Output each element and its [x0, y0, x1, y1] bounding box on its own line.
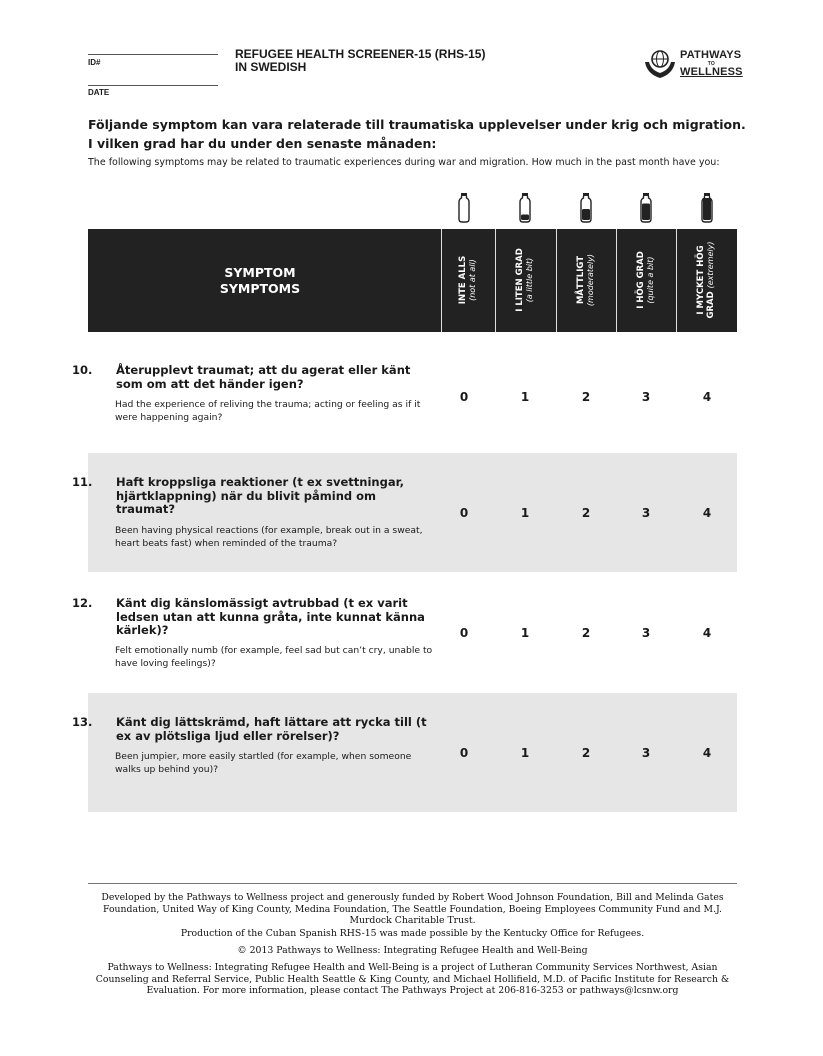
score-option-q11-3[interactable]: 3	[641, 506, 651, 520]
column-header-sv2	[706, 230, 716, 330]
question-text-sv	[72, 475, 439, 517]
form-title-line2: IN SWEDISH	[235, 60, 307, 74]
logo-line1: PATHWAYS	[680, 49, 742, 61]
intro-sv-line2: I vilken grad har du under den senaste månaden:	[88, 136, 437, 151]
score-option-q10-1[interactable]: 1	[520, 390, 530, 404]
score-option-q13-3[interactable]: 3	[641, 746, 651, 760]
footer-divider	[88, 883, 737, 884]
column-header-en: (a little bit)	[525, 257, 534, 303]
symptom-header-en: SYMPTOMS	[219, 281, 301, 296]
score-option-q11-1[interactable]: 1	[520, 506, 530, 520]
symptom-header-sv: SYMPTOM	[224, 265, 296, 280]
score-option-q13-2[interactable]: 2	[581, 746, 591, 760]
form-title-line1: REFUGEE HEALTH SCREENER-15 (RHS-15)	[235, 47, 486, 61]
question-sv: Återupplevt traumat; att du agerat eller känt som om att det händer igen?	[116, 363, 411, 391]
logo-to: TO	[707, 61, 715, 67]
form-title	[235, 48, 485, 74]
score-option-q11-0[interactable]: 0	[459, 506, 469, 520]
question-text-en: Had the experience of reliving the trauma; acting or feeling as if it were happening again?	[115, 399, 421, 423]
date-line	[88, 85, 218, 86]
column-header-1	[515, 235, 535, 325]
question-number: 11.	[72, 475, 93, 489]
question-text-en: Felt emotionally numb (for example, feel sad but can’t cry, unable to have loving feelings)?	[115, 645, 433, 669]
column-divider	[556, 229, 557, 332]
id-label: ID#	[88, 58, 101, 67]
column-header-en: (not at all)	[468, 259, 477, 301]
jar-icon	[640, 193, 652, 223]
column-header-sv	[696, 230, 706, 330]
footer-credits: Developed by the Pathways to Wellness project and generously funded by Robert Wood Johnson Foundation, Bill and Melinda Gates Foundation, United Way of King County, Medina Foundation, The Seattle Foundation, Boeing Employees Community Fund and M.J. Murdock Charitable Trust.	[101, 892, 724, 926]
logo-line2: WELLNESS	[680, 66, 743, 78]
question-text-sv	[72, 363, 439, 391]
jar-icon	[519, 193, 531, 223]
score-option-q11-4[interactable]: 4	[702, 506, 712, 520]
score-option-q10-4[interactable]: 4	[702, 390, 712, 404]
score-option-q12-1[interactable]: 1	[520, 626, 530, 640]
score-option-q10-0[interactable]: 0	[459, 390, 469, 404]
column-header-en: (moderately)	[586, 253, 595, 307]
score-option-q10-3[interactable]: 3	[641, 390, 651, 404]
pathways-logo-icon	[643, 48, 677, 80]
column-header-0	[458, 235, 478, 325]
column-header-sv-part2: GRAD	[706, 291, 716, 319]
question-text-sv	[72, 596, 439, 638]
score-option-q12-0[interactable]: 0	[459, 626, 469, 640]
question-text-en: Been jumpier, more easily startled (for example, when someone walks up behind you)?	[115, 751, 412, 775]
column-header-en: (extremely)	[706, 241, 715, 289]
column-divider	[495, 229, 496, 332]
question-text-sv	[72, 715, 439, 743]
intro-en-line: The following symptoms may be related to traumatic experiences during war and migration. How much in the past month have you:	[88, 157, 720, 168]
column-divider	[676, 229, 677, 332]
question-number: 13.	[72, 715, 93, 729]
column-header-sv: I LITEN GRAD	[515, 248, 525, 312]
question-sv: Känt dig lättskrämd, haft lättare att rycka till (t ex av plötsliga ljud eller rörelser)?	[116, 715, 427, 743]
logo-wordmark	[680, 50, 743, 78]
score-option-q10-2[interactable]: 2	[581, 390, 591, 404]
symptom-header	[160, 265, 360, 297]
question-sv: Känt dig känslomässigt avtrubbad (t ex varit ledsen utan att kunna gråta, inte kunnat känna kärlek)?	[116, 596, 425, 637]
jar-icon	[580, 193, 592, 223]
score-option-q12-4[interactable]: 4	[702, 626, 712, 640]
score-option-q11-2[interactable]: 2	[581, 506, 591, 520]
column-header-3	[636, 235, 656, 325]
column-header-sv-part1: I MYCKET HÖG	[696, 245, 706, 315]
column-header-en: (quite a bit)	[646, 256, 655, 304]
question-number: 12.	[72, 596, 93, 610]
question-number: 10.	[72, 363, 93, 377]
column-header-2	[576, 235, 596, 325]
footer-production: Production of the Cuban Spanish RHS-15 was made possible by the Kentucky Office for Refugees.	[180, 928, 645, 939]
question-sv: Haft kroppsliga reaktioner (t ex svettningar, hjärtklappning) när du blivit påmind om traumat?	[116, 475, 404, 516]
jar-icon	[458, 193, 470, 223]
score-option-q12-3[interactable]: 3	[641, 626, 651, 640]
column-header-sv: INTE ALLS	[458, 255, 468, 305]
date-label: DATE	[88, 88, 110, 97]
score-option-q13-1[interactable]: 1	[520, 746, 530, 760]
column-header-sv: MÅTTLIGT	[576, 255, 586, 305]
score-option-q13-0[interactable]: 0	[459, 746, 469, 760]
column-divider	[441, 229, 442, 332]
question-text-en: Been having physical reactions (for example, break out in a sweat, heart beats fast) when reminded of the trauma?	[115, 525, 423, 549]
id-line	[88, 54, 218, 55]
intro-sv-line1: Följande symptom kan vara relaterade till traumatiska upplevelser under krig och migration.	[88, 117, 746, 132]
footer-copyright: © 2013 Pathways to Wellness: Integrating Refugee Health and Well-Being	[237, 945, 588, 956]
footer-about: Pathways to Wellness: Integrating Refugee Health and Well-Being is a project of Lutheran Community Services Northwest, Asian Counseling and Referral Service, Public Health Seattle & King County, and Michael Hollifield, M.D. of Pacific Institute for Research & Evaluation. For more information, please contact The Pathways Project at 206-816-3253 or pathways@lcsnw.org	[95, 962, 730, 996]
column-header-sv: I HÖG GRAD	[636, 251, 646, 309]
column-divider	[616, 229, 617, 332]
column-header-4	[696, 230, 716, 330]
score-option-q12-2[interactable]: 2	[581, 626, 591, 640]
score-option-q13-4[interactable]: 4	[702, 746, 712, 760]
jar-icon	[701, 193, 713, 223]
